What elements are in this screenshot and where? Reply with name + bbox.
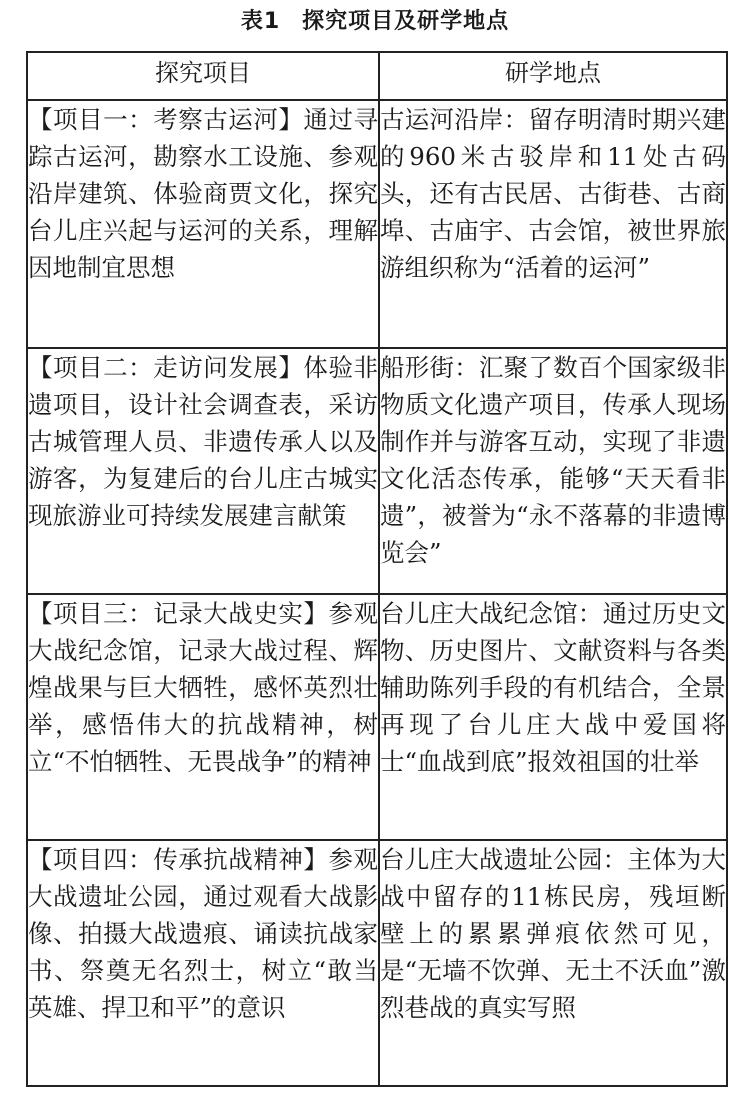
table-row — [27, 594, 727, 840]
table-row — [27, 100, 727, 348]
table-caption — [0, 8, 750, 36]
table-row — [27, 348, 727, 594]
header-project: 探究项目 — [27, 52, 379, 100]
location-cell: 古运河沿岸：留存明清时期兴建的960米古驳岸和11处古码头，还有古民居、古街巷、古商埠、古庙宇、古会馆，被世界旅游组织称为“活着的运河” — [379, 100, 727, 348]
project-cell: 【项目一：考察古运河】通过寻踪古运河，勘察水工设施、参观沿岸建筑、体验商贾文化，探究台儿庄兴起与运河的关系，理解因地制宜思想 — [27, 100, 379, 348]
project-cell: 【项目三：记录大战史实】参观大战纪念馆，记录大战过程、辉煌战果与巨大牺牲，感怀英烈壮举，感悟伟大的抗战精神，树立“不怕牺牲、无畏战争”的精神 — [27, 594, 379, 840]
table-row — [27, 840, 727, 1086]
project-cell: 【项目二：走访问发展】体验非遗项目，设计社会调查表，采访古城管理人员、非遗传承人以及游客，为复建后的台儿庄古城实现旅游业可持续发展建言献策 — [27, 348, 379, 594]
research-table — [26, 51, 728, 1087]
location-cell: 台儿庄大战遗址公园：主体为大战中留存的11栋民房，残垣断壁上的累累弹痕依然可见，是“无墙不饮弹、无土不沃血”激烈巷战的真实写照 — [379, 840, 727, 1086]
table-number: 表1 — [240, 9, 281, 34]
table-title: 探究项目及研学地点 — [302, 9, 510, 34]
location-cell: 台儿庄大战纪念馆：通过历史文物、历史图片、文献资料与各类辅助陈列手段的有机结合，全景再现了台儿庄大战中爱国将士“血战到底”报效祖国的壮举 — [379, 594, 727, 840]
table-header-row — [27, 52, 727, 100]
project-cell: 【项目四：传承抗战精神】参观大战遗址公园，通过观看大战影像、拍摄大战遗痕、诵读抗战家书、祭奠无名烈士，树立“敢当英雄、捍卫和平”的意识 — [27, 840, 379, 1086]
location-cell: 船形街：汇聚了数百个国家级非物质文化遗产项目，传承人现场制作并与游客互动，实现了非遗文化活态传承，能够“天天看非遗”，被誉为“永不落幕的非遗博览会” — [379, 348, 727, 594]
header-location: 研学地点 — [379, 52, 727, 100]
